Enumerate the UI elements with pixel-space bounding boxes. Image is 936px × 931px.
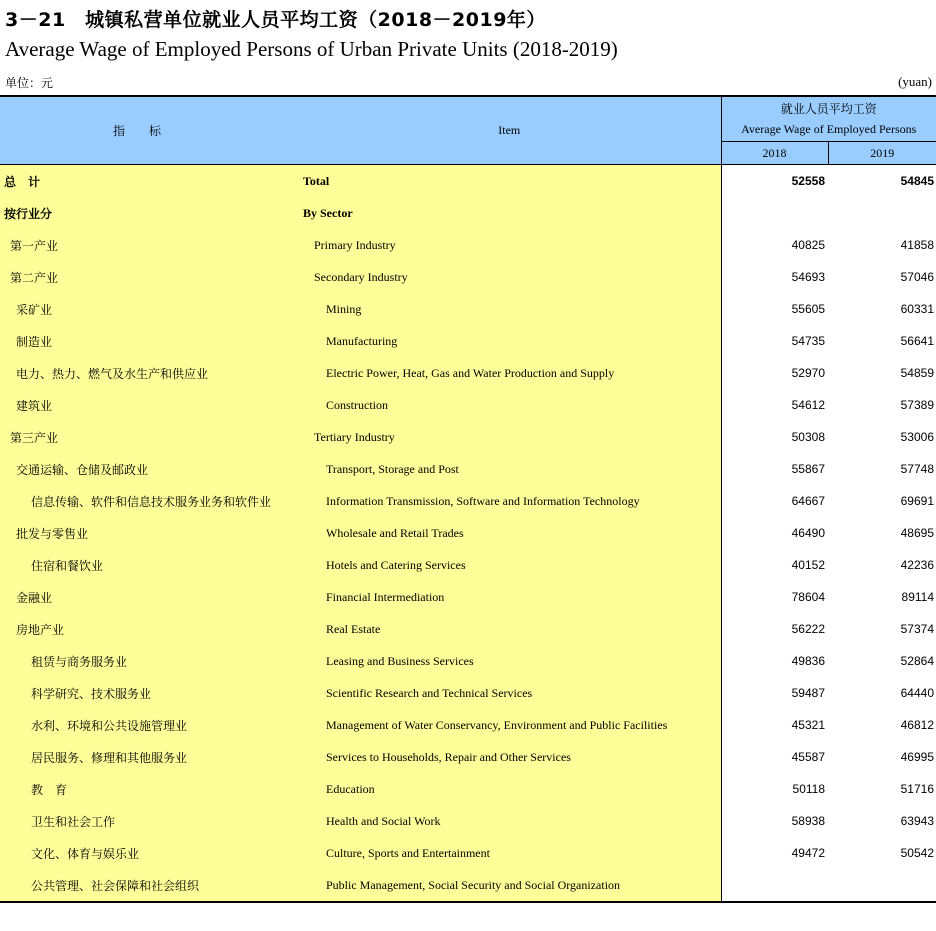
header-item-cn: 指标: [0, 96, 298, 165]
row-value-2018: 45321: [721, 709, 828, 741]
row-value-2018: [721, 197, 828, 229]
wage-table: [0, 95, 936, 903]
row-label-en: Culture, Sports and Entertainment: [298, 837, 721, 869]
row-label-cn: 按行业分: [0, 197, 298, 229]
row-value-2018: 55867: [721, 453, 828, 485]
row-value-2019: 42236: [900, 558, 934, 572]
row-value-2018: 52970: [721, 357, 828, 389]
row-value-2019: 53006: [900, 430, 934, 444]
row-label-cn: 总 计: [0, 165, 298, 198]
row-value-2019: 51716: [900, 782, 934, 796]
row-value-2019: 54845: [900, 174, 934, 188]
row-label-cn: 制造业: [0, 325, 298, 357]
row-value-2018: 78604: [721, 581, 828, 613]
row-label-en: Construction: [298, 389, 721, 421]
row-value-2019: 41858: [900, 238, 934, 252]
row-label-en: By Sector: [298, 197, 721, 229]
header-group: [721, 96, 936, 142]
table-row: [0, 869, 936, 902]
row-value-2019: [828, 197, 936, 229]
page-title-cn: 3－21 城镇私营单位就业人员平均工资（2018－2019年）: [5, 9, 546, 31]
row-value-2018: 50308: [721, 421, 828, 453]
row-value-2019: 64440: [900, 686, 934, 700]
row-value-2018: 55605: [721, 293, 828, 325]
table-row: [0, 613, 936, 645]
row-label-cn: 批发与零售业: [0, 517, 298, 549]
table-row: [0, 677, 936, 709]
row-value-2018: 49472: [721, 837, 828, 869]
row-value-2019: 60331: [900, 302, 934, 316]
table-row: [0, 581, 936, 613]
row-label-en: Transport, Storage and Post: [298, 453, 721, 485]
row-label-en: Mining: [298, 293, 721, 325]
row-label-cn: 水利、环境和公共设施管理业: [0, 709, 298, 741]
row-value-2018: 64667: [721, 485, 828, 517]
row-value-2019: 54859: [900, 366, 934, 380]
row-label-cn: 第一产业: [0, 229, 298, 261]
row-label-cn: 公共管理、社会保障和社会组织: [0, 869, 298, 902]
row-label-cn: 信息传输、软件和信息技术服务业务和软件业: [0, 485, 298, 517]
unit-label-en: (yuan): [898, 74, 932, 89]
row-value-2018: 45587: [721, 741, 828, 773]
row-label-en: Wholesale and Retail Trades: [298, 517, 721, 549]
row-value-2019: 50542: [900, 846, 934, 860]
row-value-2019: 52864: [900, 654, 934, 668]
row-value-2019: 48695: [900, 526, 934, 540]
row-label-en: Information Transmission, Software and Information Technology: [298, 485, 721, 517]
row-value-2018: 40152: [721, 549, 828, 581]
row-label-cn: 电力、热力、燃气及水生产和供应业: [0, 357, 298, 389]
row-label-cn: 第二产业: [0, 261, 298, 293]
row-label-en: Public Management, Social Security and Social Organization: [298, 869, 721, 902]
row-label-en: Manufacturing: [298, 325, 721, 357]
row-label-cn: 交通运输、仓储及邮政业: [0, 453, 298, 485]
table-row: [0, 229, 936, 261]
unit-label-cn: 单位：元: [5, 76, 54, 90]
row-value-2018: 58938: [721, 805, 828, 837]
row-value-2018: 56222: [721, 613, 828, 645]
row-value-2018: 54612: [721, 389, 828, 421]
table-row: [0, 453, 936, 485]
header-group-en: Average Wage of Employed Persons: [741, 122, 917, 136]
row-value-2018: [721, 869, 828, 902]
table-row: [0, 165, 936, 198]
header-item-en: Item: [298, 96, 721, 165]
row-label-en: Tertiary Industry: [298, 421, 721, 453]
table-row: [0, 805, 936, 837]
row-label-en: Real Estate: [298, 613, 721, 645]
row-label-en: Total: [298, 165, 721, 198]
table-row: [0, 837, 936, 869]
row-value-2019: 69691: [900, 494, 934, 508]
page-title-en: Average Wage of Employed Persons of Urban Private Units (2018-2019): [5, 37, 618, 61]
row-label-en: Management of Water Conservancy, Environment and Public Facilities: [298, 709, 721, 741]
table-row: [0, 549, 936, 581]
row-value-2019: 57374: [900, 622, 934, 636]
row-label-cn: 第三产业: [0, 421, 298, 453]
row-value-2019: 57748: [900, 462, 934, 476]
row-value-2019: 89114: [901, 590, 934, 604]
row-label-cn: 房地产业: [0, 613, 298, 645]
row-value-2019: 56641: [900, 334, 934, 348]
table-row: [0, 197, 936, 229]
row-label-cn: 建筑业: [0, 389, 298, 421]
row-label-en: Hotels and Catering Services: [298, 549, 721, 581]
row-label-en: Health and Social Work: [298, 805, 721, 837]
row-value-2019: 57046: [900, 270, 934, 284]
row-label-cn: 金融业: [0, 581, 298, 613]
row-value-2018: 40825: [721, 229, 828, 261]
row-label-en: Secondary Industry: [298, 261, 721, 293]
table-row: [0, 645, 936, 677]
row-label-cn: 租赁与商务服务业: [0, 645, 298, 677]
row-value-2018: 54693: [721, 261, 828, 293]
table-row: [0, 325, 936, 357]
header-year-2018: 2018: [721, 142, 828, 165]
row-label-cn: 卫生和社会工作: [0, 805, 298, 837]
row-label-en: Primary Industry: [298, 229, 721, 261]
table-row: [0, 517, 936, 549]
row-value-2018: 49836: [721, 645, 828, 677]
table-row: [0, 709, 936, 741]
row-label-cn: 文化、体育与娱乐业: [0, 837, 298, 869]
table-row: [0, 421, 936, 453]
row-value-2019: 46995: [900, 750, 934, 764]
row-value-2018: 52558: [721, 165, 828, 198]
table-row: [0, 389, 936, 421]
row-label-cn: 采矿业: [0, 293, 298, 325]
row-label-cn: 居民服务、修理和其他服务业: [0, 741, 298, 773]
row-value-2018: 46490: [721, 517, 828, 549]
row-value-2019: 46812: [900, 718, 934, 732]
table-header: [0, 96, 936, 165]
row-value-2018: 59487: [721, 677, 828, 709]
row-label-en: Education: [298, 773, 721, 805]
row-label-en: Services to Households, Repair and Other Services: [298, 741, 721, 773]
row-value-2018: 54735: [721, 325, 828, 357]
row-value-2018: 50118: [721, 773, 828, 805]
table-row: [0, 293, 936, 325]
table-body: [0, 165, 936, 903]
header-year-2019: 2019: [828, 142, 936, 165]
row-label-en: Electric Power, Heat, Gas and Water Production and Supply: [298, 357, 721, 389]
table-row: [0, 485, 936, 517]
row-value-2019: 63943: [900, 814, 934, 828]
row-label-cn: 科学研究、技术服务业: [0, 677, 298, 709]
table-row: [0, 357, 936, 389]
table-row: [0, 261, 936, 293]
table-row: [0, 741, 936, 773]
row-label-en: Scientific Research and Technical Services: [298, 677, 721, 709]
table-row: [0, 773, 936, 805]
row-label-cn: 住宿和餐饮业: [0, 549, 298, 581]
row-value-2019: [828, 869, 936, 902]
row-label-en: Leasing and Business Services: [298, 645, 721, 677]
header-group-cn: 就业人员平均工资: [780, 102, 877, 116]
row-label-en: Financial Intermediation: [298, 581, 721, 613]
row-value-2019: 57389: [900, 398, 934, 412]
row-label-cn: 教 育: [0, 773, 298, 805]
